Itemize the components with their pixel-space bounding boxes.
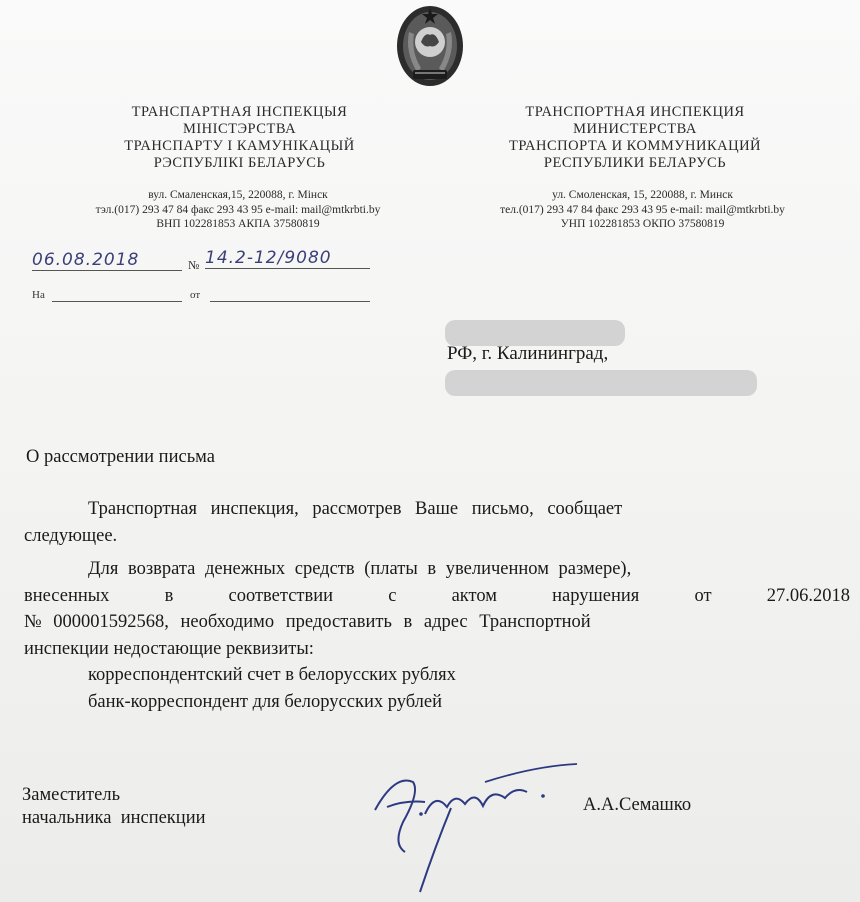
word: актом [451,585,497,606]
paragraph-2-line-2 [24,583,850,610]
signatory-title-line-1: Заместитель [22,785,121,805]
org-line: МИНИСТЕРСТВА [573,121,697,137]
number-label: № [188,258,200,272]
paragraph-1-line-2: следующее. [24,525,118,546]
letter-body [24,496,850,715]
reference-label: На [32,289,45,301]
org-line: ТРАНСПАРТУ І КАМУНІКАЦЫЙ [124,138,355,154]
word: от [694,585,712,606]
org-name-russian [470,104,800,172]
requisite-item-1: корреспондентский счет в белорусских рублях [88,665,456,685]
word: с [388,585,397,606]
reference-date-blank [210,301,370,302]
registration-line [30,250,375,276]
belarus-emblem-icon [395,2,465,88]
address: вул. Смаленская,15, 220088, г. Мінск [148,189,328,201]
reference-from-label: от [190,289,201,301]
signatory-title-line-2: начальника инспекции [22,808,206,828]
phone-email: тэл.(017) 293 47 84 факс 293 43 95 e-mail: mail@mtkrbti.by [95,203,381,216]
handwritten-signature [365,752,580,902]
org-line: РЭСПУБЛІКІ БЕЛАРУСЬ [153,155,326,171]
signatory-title [22,784,206,830]
org-contacts-russian [430,188,855,232]
recipient-city: РФ, г. Калининград, [447,343,609,364]
recipient-redacted-address [445,370,757,396]
paragraph-2-line-3: № 000001592568, необходимо предоставить в адрес Транспортной [24,612,591,632]
word: внесенных [24,585,110,606]
paragraph-2-line-1 [24,556,850,583]
paragraph-text: Транспортная инспекция, рассмотрев Ваше письмо, сообщает [88,499,623,519]
org-line: РЕСПУБЛИКИ БЕЛАРУСЬ [543,155,727,171]
word: соответствии [228,585,334,606]
address: ул. Смоленская, 15, 220088, г. Минск [552,189,733,201]
act-date: 27.06.2018 [766,585,850,606]
org-line: МІНІСТЭРСТВА [182,121,297,137]
requisite-item-2: банк-корреспондент для белорусских рублей [88,691,443,712]
reference-line [30,289,375,305]
org-line: ТРАНСПОРТНАЯ ИНСПЕКЦИЯ [525,104,745,120]
letter-date: 06.08.2018 [32,250,182,271]
registry-ids: ВНП 102281853 АКПА 37580819 [156,218,320,230]
word: нарушения [552,585,640,606]
paragraph-text: Для возврата денежных средств (платы в увеличенном размере), [88,559,632,579]
letter-subject: О рассмотрении письма [26,447,215,467]
org-name-belarusian [82,104,397,172]
phone-email: тел.(017) 293 47 84 факс 293 43 95 e-mail: mail@mtkrbti.by [500,203,785,216]
registry-ids: УНП 102281853 ОКПО 37580819 [560,218,725,230]
org-line: ТРАНСПАРТНАЯ ІНСПЕКЦЫЯ [131,104,348,120]
paragraph-2-line-4: инспекции недостающие реквизиты: [24,638,314,659]
org-contacts-belarusian [28,188,448,232]
org-line: ТРАНСПОРТА И КОММУНИКАЦИЙ [508,138,762,154]
signatory-name: А.А.Семашко [583,795,692,815]
letter-number: 14.2-12/9080 [205,248,370,269]
word: в [164,585,174,606]
paragraph-1-line-1 [24,496,850,523]
reference-number-blank [52,301,182,302]
